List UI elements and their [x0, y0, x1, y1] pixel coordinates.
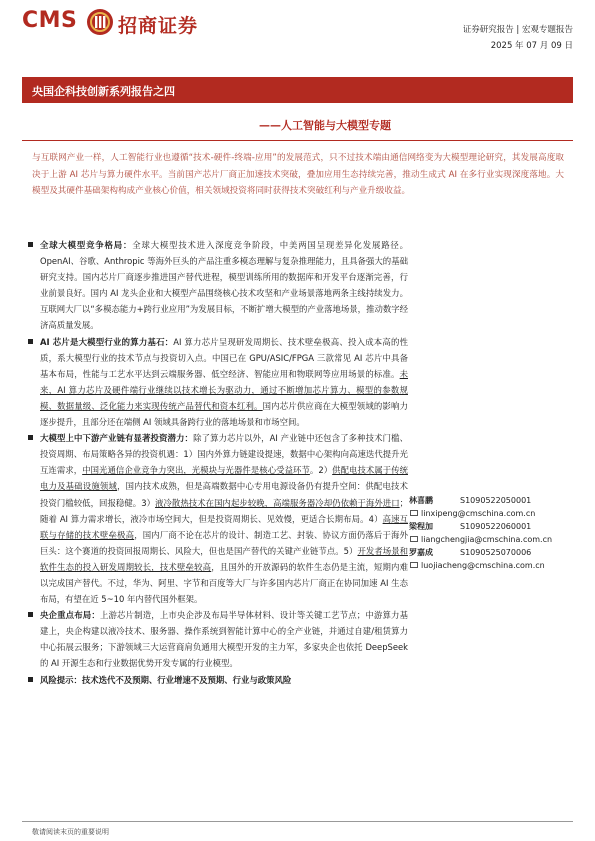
analyst-sidebar — [409, 494, 579, 572]
report-type: 证券研究报告 | 宏观专题报告 — [462, 25, 573, 35]
bullet-text: 全球大模型技术进入深度竞争阶段，中美两国呈现差异化发展路径。OpenAI、谷歌、Anthropic 等海外巨头的产品注重多模态理解与复杂推理能力，且具备强大的基础研究支持。国内芯片厂商逐步推进国产替代进程，模型训练所用的数据库和开发平台逐渐完善，行业前景良好。国内 AI 龙头企业和大模型产品围绕核心技术攻坚和产业场景落地两条主线持续发力。互联网大厂以“多模态能力+跨行业应用”为发展目标，不断扩增大模型的产业落地场景，推动数字经济高质量发展。 — [40, 240, 409, 331]
bullet-underlined-text: 中国光通信企业竞争力突出，光模块与光器件是核心受益环节 — [82, 465, 310, 476]
bullet-underlined-text: 供配电技术属于传统电力及基础设施领域 — [40, 465, 409, 492]
analyst-code: S1090525070006 — [460, 548, 532, 557]
logo-cms-text: CMS — [22, 8, 78, 33]
analyst-email-row — [409, 559, 579, 572]
bullet-square-icon — [28, 435, 33, 440]
bullet-global-competition — [28, 237, 408, 334]
bullet-industry-chain — [28, 430, 408, 607]
bullet-underlined-text: 高速互联与存储的技术壁垒极高 — [40, 513, 409, 540]
analyst-email-row — [409, 533, 579, 546]
report-subtitle: ——人工智能与大模型专题 — [259, 119, 391, 132]
bullet-heading: 风险提示：技术迭代不及预期、行业增速不及预期、行业与政策风险 — [40, 674, 292, 685]
analyst-name: 罗嘉成 — [409, 548, 433, 557]
bullet-text: ：这个赛道的投资回报周期长、风险大，但也是国产替代的关键产业链节点。5） — [56, 545, 358, 556]
bullet-heading: 全球大模型竞争格局： — [40, 240, 133, 250]
analyst-code: S1090522050001 — [460, 496, 532, 505]
bullet-text: 除了算力芯片以外，AI 产业链中还包含了多种技术门槛、投资周期、布局策略各异的投资机遇：1）国内外算力链建设提速，数据中心架构向高速迭代提升光互连需求， — [40, 433, 408, 476]
analyst-name: 梁程加 — [409, 522, 433, 531]
analyst-email[interactable]: linxipeng@cmschina.com.cn — [421, 509, 536, 518]
bullet-underlined-text: 开发者场景和软件生态的投入研发周期较长，技术壁垒较高 — [40, 545, 409, 572]
bullet-heading: 大模型上中下游产业链有显著投资潜力： — [40, 433, 194, 444]
mail-icon — [410, 536, 418, 542]
bullet-text: 。2） — [309, 465, 333, 476]
bullet-text: 上游芯片制造，上市央企涉及布局半导体材料、设计等关键工艺节点；中游算力基建上，央企构建以液冷技术、服务器、操作系统到智能计算中心的全产业链，并通过自建/租赁算力中心拓展云服务；下游领域三大运营商肩负通用大模型开发的主力军，多家央企也依托 DeepSeek 的 AI 开源生态和行业数据优势开发专属的行业模型。 — [40, 610, 408, 669]
bullet-underlined-text: 未来，AI 算力芯片及硬件端行业继续以技术增长为驱动力，通过不断增加芯片算力、模型的参数规模、数据量级、泛化能力来实现传统产品替代和资本红利。 — [40, 368, 408, 411]
bullet-square-icon — [28, 339, 33, 344]
analyst-row — [409, 494, 579, 507]
title-divider — [22, 140, 573, 141]
intro-summary: 与互联网产业一样，人工智能行业也遵循“技术-硬件-终端-应用”的发展范式，只不过技术端由通信网络变为大模型理论研究，其发展高度取决于上游 AI 芯片与算力硬件水平。当前国产芯片厂商正加速技术突破，叠加应用生态持续完善，推动生成式 AI 在多行业实现深度落地。大模型及其硬件基础架构构成产业核心价值，相关领域投资将同时获得技术突破红利与产业升级收益。 — [32, 153, 564, 196]
bullet-central-soe — [28, 607, 408, 671]
analyst-email[interactable]: luojiacheng@cmschina.com.cn — [421, 561, 545, 570]
bullet-square-icon — [28, 242, 33, 247]
bullet-text: AI 算力芯片呈现研发周期长、技术壁垒极高、投入成本高的性质，系大模型行业的技术节点与投资切入点。中国已在 GPU/ASIC/FPGA 三款常见 AI 芯片中具备基本布局，性能与工艺水平达到云端服务器、低空经济、智能应用和物联网等应用场景的标准。 — [40, 336, 409, 379]
report-series-title: 央国企科技创新系列报告之四 — [32, 85, 175, 98]
bullet-square-icon — [28, 612, 33, 617]
analyst-row — [409, 520, 579, 533]
analyst-code: S1090522060001 — [460, 522, 532, 531]
footer-divider — [22, 821, 573, 822]
logo-brand-name: 招商证券 — [118, 15, 199, 37]
bullet-text: ，国内技术成熟，但是高端数据中心专用电源设备仍有提升空间：供配电技术投资门槛较低，回报稳健。3） — [40, 481, 408, 508]
analyst-row — [409, 546, 579, 559]
bullet-text: 国内芯片供应商在大模型领域的影响力逐步提升，且部分还在端侧 AI 领域具备跨行业的落地场景和市场空间。 — [40, 400, 408, 428]
key-points-list — [28, 237, 408, 688]
bullet-text: ，且国外的开放源码的软件生态仍是主流，短期内难以完成国产替代。不过，华为、阿里、字节和百度等大厂与许多国内芯片厂商正在协同加速 AI 生态布局，有望在近 5~10 年内替代国外框架。 — [40, 561, 408, 605]
report-date: 2025 年 07 月 09 日 — [490, 41, 573, 51]
bullet-heading: AI 芯片是大模型行业的算力基石： — [40, 336, 174, 347]
bullet-text: ；随着 AI 算力需求增长，液冷市场空间大，但是投资周期长、见效慢，更适合长期布局。4） — [40, 497, 409, 524]
bullet-text: ，国内厂商不论在芯片的设计、制造工艺、封装、协议方面仍落后于海外巨头 — [40, 529, 408, 556]
analyst-name: 林喜鹏 — [409, 496, 433, 505]
bullet-heading: 央企重点布局： — [40, 610, 100, 621]
bullet-ai-chips — [28, 334, 408, 431]
analyst-email[interactable]: liangchengjia@cmschina.com.cn — [421, 535, 553, 544]
bullet-risk-warning — [28, 672, 408, 688]
footer-disclaimer: 敬请阅读末页的重要说明 — [32, 828, 109, 836]
logo-emblem-icon — [86, 8, 114, 36]
bullet-square-icon — [28, 677, 33, 682]
analyst-email-row — [409, 507, 579, 520]
mail-icon — [410, 510, 418, 516]
bullet-underlined-text: 液冷散热技术在国内起步较晚，高端服务器冷却仍依赖于海外进口 — [155, 497, 400, 508]
mail-icon — [410, 562, 418, 568]
